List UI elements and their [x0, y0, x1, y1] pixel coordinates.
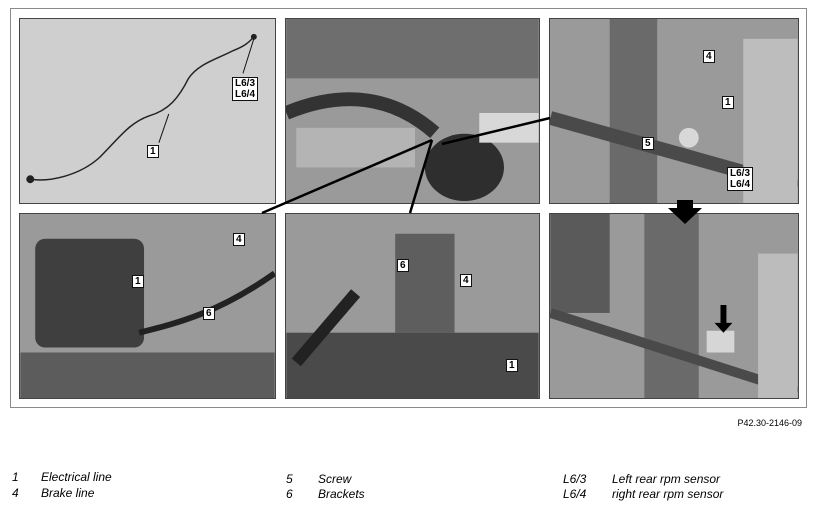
legend-desc: right rear rpm sensor — [612, 487, 724, 501]
callout-6: 6 — [397, 259, 409, 272]
callout-4: 4 — [703, 50, 715, 63]
arrow-down-icon — [668, 200, 702, 224]
wire-sketch-illustration — [20, 19, 275, 203]
panel-rpm-sensor-photo — [549, 18, 799, 204]
callout-4: 4 — [460, 274, 472, 287]
legend-key: L6/3 — [563, 472, 587, 486]
callout-1: 1 — [132, 275, 144, 288]
underbody-photo-illustration — [286, 19, 539, 203]
bracket-closeup-photo-illustration — [550, 214, 798, 398]
legend-desc: Screw — [318, 472, 352, 486]
legend-key: 4 — [12, 486, 19, 500]
callout-4: 4 — [233, 233, 245, 246]
panel-caliper-photo — [19, 213, 276, 399]
brackets-photo-illustration — [286, 214, 539, 398]
arrow-down-icon — [715, 305, 733, 333]
callout-1: 1 — [147, 145, 159, 158]
callout-1: 1 — [722, 96, 734, 109]
legend-key: 5 — [286, 472, 293, 486]
legend-desc: Brackets — [318, 487, 365, 501]
rpm-sensor-photo-illustration — [550, 19, 798, 203]
panel-wire-sketch — [19, 18, 276, 204]
panel-bracket-closeup-photo — [549, 213, 799, 399]
callout-5: 5 — [642, 137, 654, 150]
callout-6: 6 — [203, 307, 215, 320]
legend-key: 6 — [286, 487, 293, 501]
callout-l6-sensors: L6/3 L6/4 — [727, 167, 753, 191]
legend-key: 1 — [12, 470, 19, 484]
callout-1: 1 — [506, 359, 518, 372]
figure-id: P42.30-2146-09 — [737, 418, 802, 428]
legend-desc: Left rear rpm sensor — [612, 472, 721, 486]
panel-underbody-photo — [285, 18, 540, 204]
legend-desc: Brake line — [41, 486, 95, 500]
legend-desc: Electrical line — [41, 470, 112, 484]
legend-key: L6/4 — [563, 487, 587, 501]
callout-l6-sensors: L6/3 L6/4 — [232, 77, 258, 101]
panel-brackets-photo — [285, 213, 540, 399]
